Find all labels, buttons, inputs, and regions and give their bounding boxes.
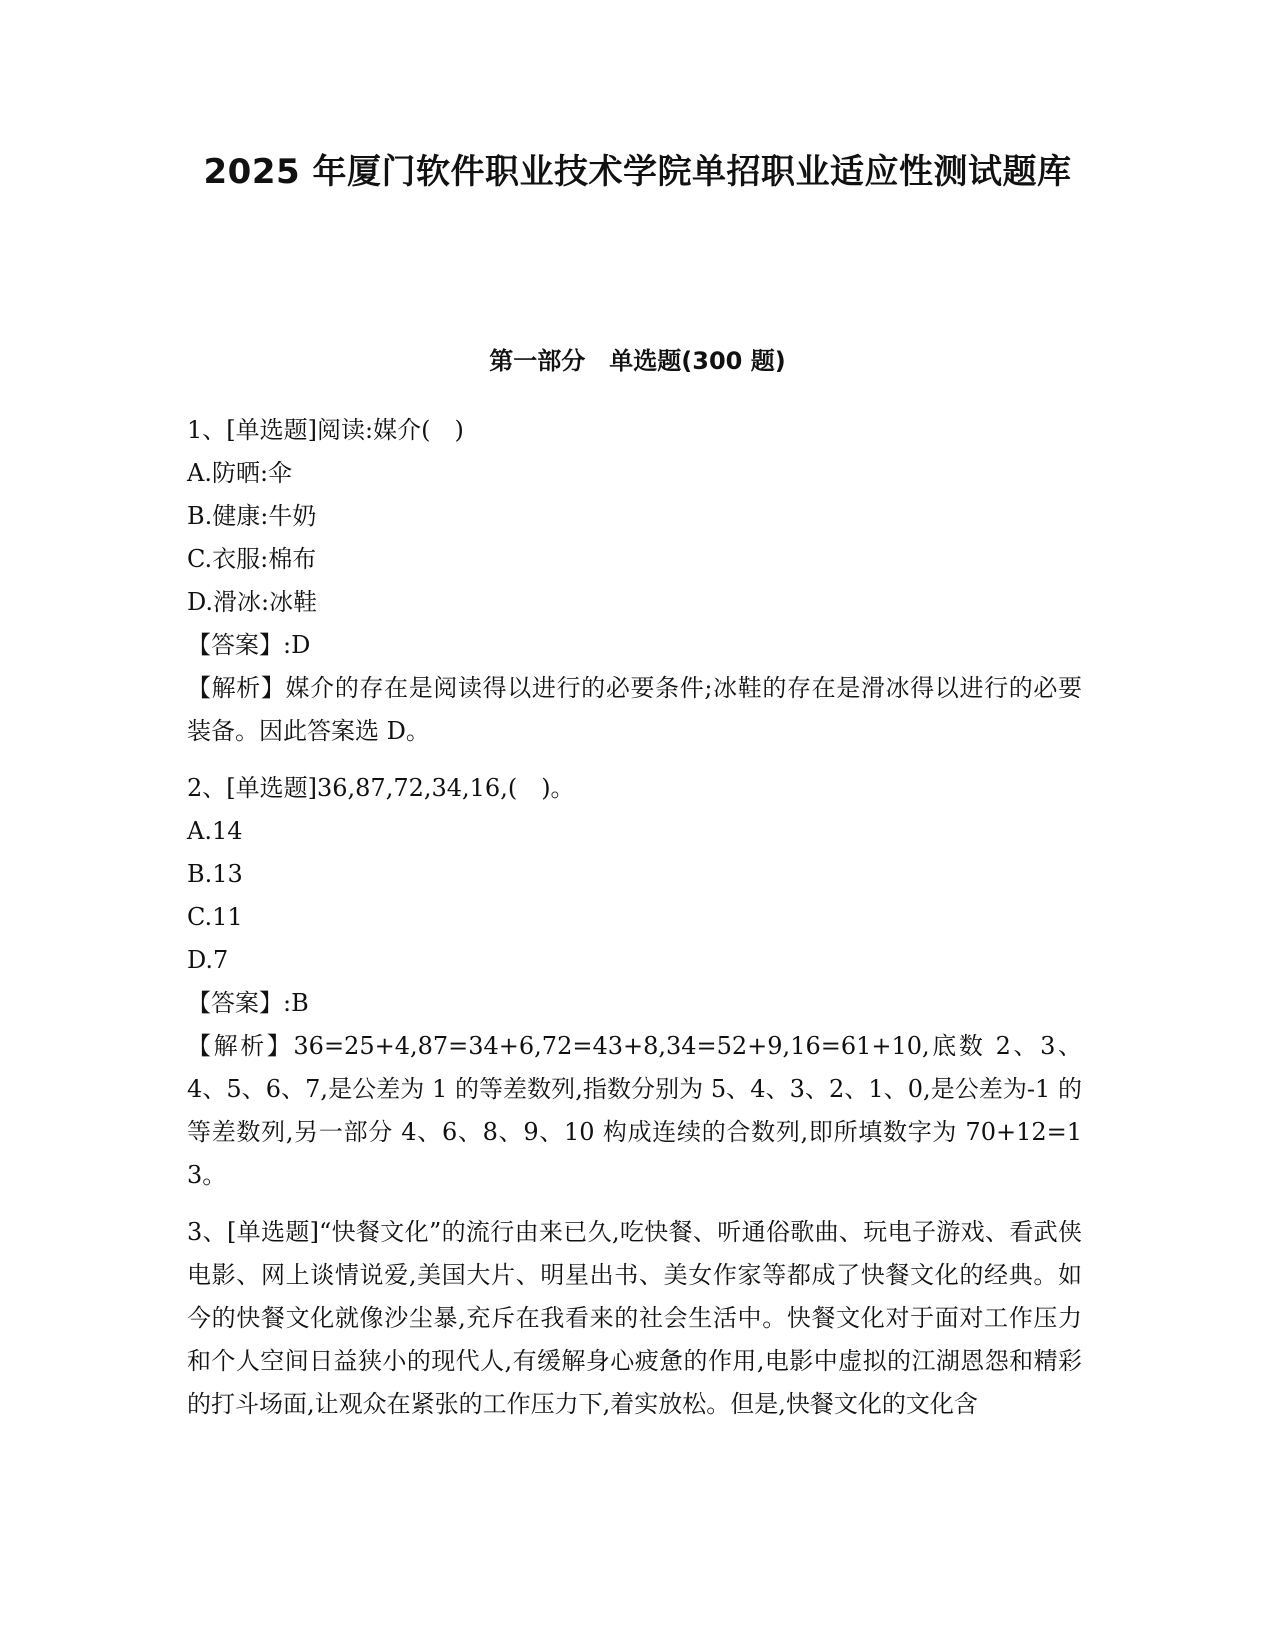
question-option-b: B.13 bbox=[187, 860, 243, 888]
answer-label: 【答案】 bbox=[187, 989, 283, 1017]
question-option-b: B.健康:牛奶 bbox=[187, 502, 317, 530]
explanation-label: 【解析】 bbox=[187, 1032, 294, 1060]
explanation-text: 36=25+4,87=34+6,72=43+8,34=52+9,16=61+10,底数 2、3、4、5、6、7,是公差为 1 的等差数列,指数分别为 5、4、3、2、1、0,是公差为-1 的等差数列,另一部分 4、6、8、9、10 构成连续的合数列,即所填数字为 70+12=13。 bbox=[187, 1032, 1083, 1189]
question-answer bbox=[187, 982, 1082, 1025]
question-list bbox=[187, 409, 1082, 1440]
section-title: 第一部分 单选题(300 题) bbox=[489, 347, 786, 375]
answer-label: 【答案】 bbox=[187, 631, 283, 659]
question-3 bbox=[187, 1211, 1082, 1426]
question-answer bbox=[187, 624, 1082, 667]
question-option-a: A.14 bbox=[187, 817, 243, 845]
question-stem: 2、[单选题]36,87,72,34,16,( )。 bbox=[187, 774, 575, 802]
answer-value: :B bbox=[283, 989, 309, 1017]
question-option-c: C.11 bbox=[187, 903, 243, 931]
answer-value: :D bbox=[283, 631, 311, 659]
question-stem: 1、[单选题]阅读:媒介( ) bbox=[187, 416, 464, 444]
explanation-label: 【解析】 bbox=[187, 674, 286, 702]
question-option-a: A.防晒:伞 bbox=[187, 459, 293, 487]
document-title: 2025 年厦门软件职业技术学院单招职业适应性测试题库 bbox=[203, 152, 1072, 192]
question-option-d: D.滑冰:冰鞋 bbox=[187, 588, 318, 616]
question-explanation bbox=[187, 667, 1082, 753]
question-explanation bbox=[187, 1025, 1082, 1197]
explanation-text: 媒介的存在是阅读得以进行的必要条件;冰鞋的存在是滑冰得以进行的必要装备。因此答案选 D。 bbox=[187, 674, 1082, 745]
question-1 bbox=[187, 409, 1082, 753]
question-2 bbox=[187, 767, 1082, 1197]
question-option-c: C.衣服:棉布 bbox=[187, 545, 317, 573]
question-stem: 3、[单选题]“快餐文化”的流行由来已久,吃快餐、听通俗歌曲、玩电子游戏、看武侠电影、网上谈情说爱,美国大片、明星出书、美女作家等都成了快餐文化的经典。如今的快餐文化就像沙尘暴,充斥在我看来的社会生活中。快餐文化对于面对工作压力和个人空间日益狭小的现代人,有缓解身心疲惫的作用,电影中虚拟的江湖恩怨和精彩的打斗场面,让观众在紧张的工作压力下,着实放松。但是,快餐文化的文化含 bbox=[187, 1218, 1082, 1418]
question-option-d: D.7 bbox=[187, 946, 229, 974]
